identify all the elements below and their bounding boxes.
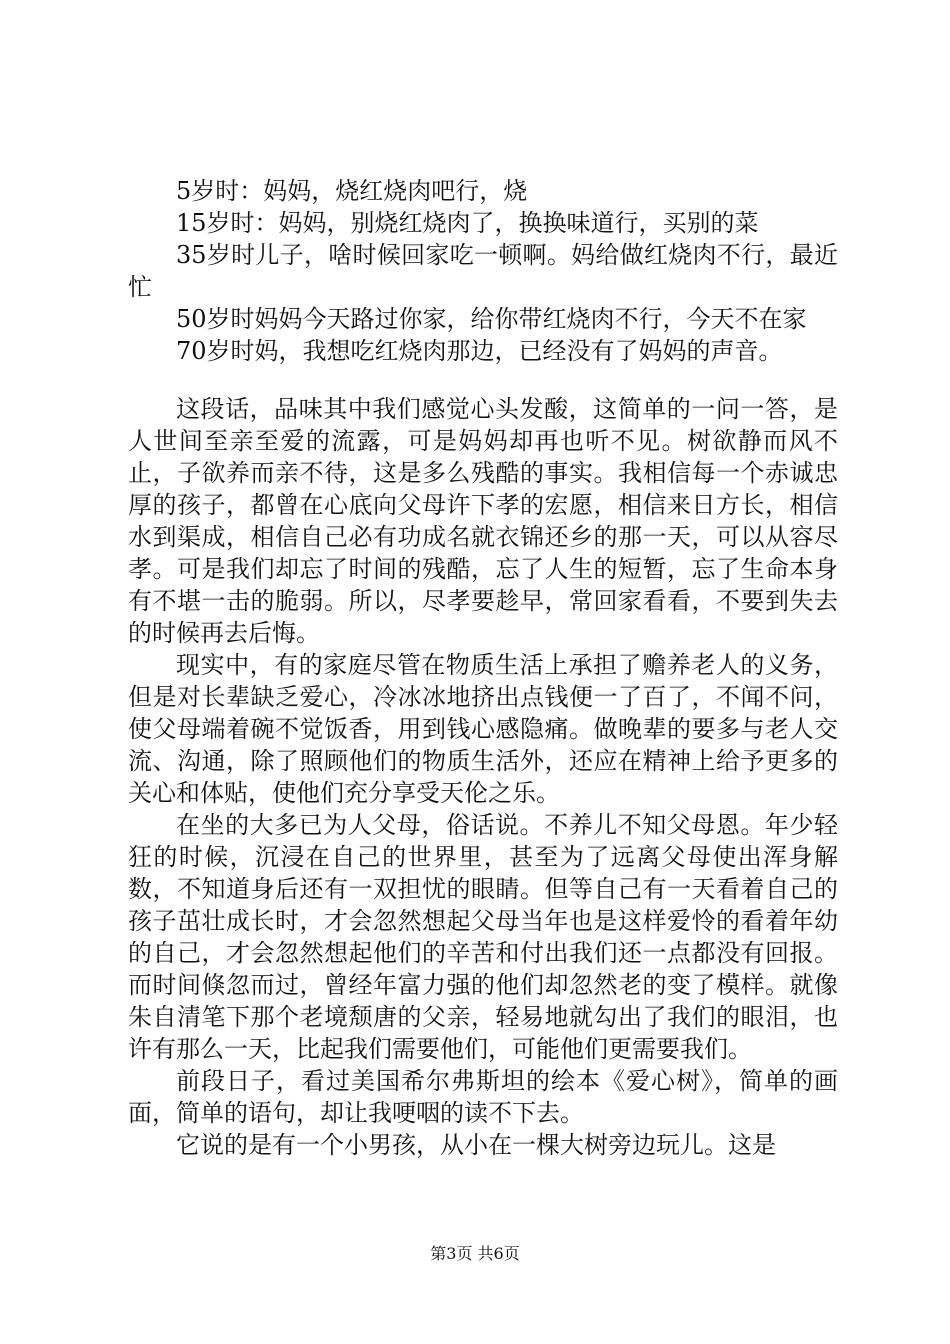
- paragraph-gap: [128, 367, 838, 393]
- dialogue-line: 70岁时妈，我想吃红烧肉那边，已经没有了妈妈的声音。: [176, 337, 783, 365]
- document-body: [128, 175, 838, 1161]
- body-paragraph: 现实中，有的家庭尽管在物质生活上承担了赡养老人的义务，但是对长辈缺乏爱心，冷冰冰地挤出点钱便一了百了，不闻不问，使父母端着碗不觉饭香，用到钱心感隐痛。做晚辈的要多与老人交流、沟通，除了照顾他们的物质生活外，还应在精神上给予更多的关心和体贴，使他们充分享受天伦之乐。: [128, 651, 838, 807]
- body-paragraph: 在坐的大多已为人父母，俗话说。不养儿不知父母恩。年少轻狂的时候，沉浸在自己的世界里，甚至为了远离父母使出浑身解数，不知道身后还有一双担忧的眼睛。但等自己有一天看着自己的孩子茁壮成长时，才会忽然想起父母当年也是这样爱怜的看着年幼的自己，才会忽然想起他们的辛苦和付出我们还一点都没有回报。而时间倏忽而过，曾经年富力强的他们却忽然老的变了模样。就像朱自清笔下那个老境颓唐的父亲，轻易地就勾出了我们的眼泪，也许有那么一天，比起我们需要他们，可能他们更需要我们。: [128, 811, 838, 1063]
- body-paragraph: 这段话，品味其中我们感觉心头发酸，这简单的一问一答，是人世间至亲至爱的流露，可是妈妈却再也听不见。树欲静而风不止，子欲养而亲不待，这是多么残酷的事实。我相信每一个赤诚忠厚的孩子，都曾在心底向父母许下孝的宏愿，相信来日方长，相信水到渠成，相信自己必有功成名就衣锦还乡的那一天，可以从容尽孝。可是我们却忘了时间的残酷，忘了人生的短暂，忘了生命本身有不堪一击的脆弱。所以，尽孝要趁早，常回家看看，不要到失去的时候再去后悔。: [128, 395, 838, 647]
- dialogue-line: 50岁时妈妈今天路过你家，给你带红烧肉不行，今天不在家: [176, 305, 807, 333]
- dialogue-line: 35岁时儿子，啥时候回家吃一顿啊。妈给做红烧肉不行，最近忙: [128, 241, 838, 301]
- body-paragraph: 前段日子，看过美国希尔弗斯坦的绘本《爱心树》，简单的画面，简单的语句，却让我哽咽的读不下去。: [128, 1067, 838, 1127]
- body-paragraph: 它说的是有一个小男孩，从小在一棵大树旁边玩儿。这是: [176, 1131, 776, 1159]
- dialogue-line: 5岁时：妈妈，烧红烧肉吧行，烧: [176, 177, 528, 205]
- dialogue-line: 15岁时：妈妈，别烧红烧肉了，换换味道行，买别的菜: [176, 209, 759, 237]
- page-footer: 第3页 共6页: [430, 1244, 520, 1263]
